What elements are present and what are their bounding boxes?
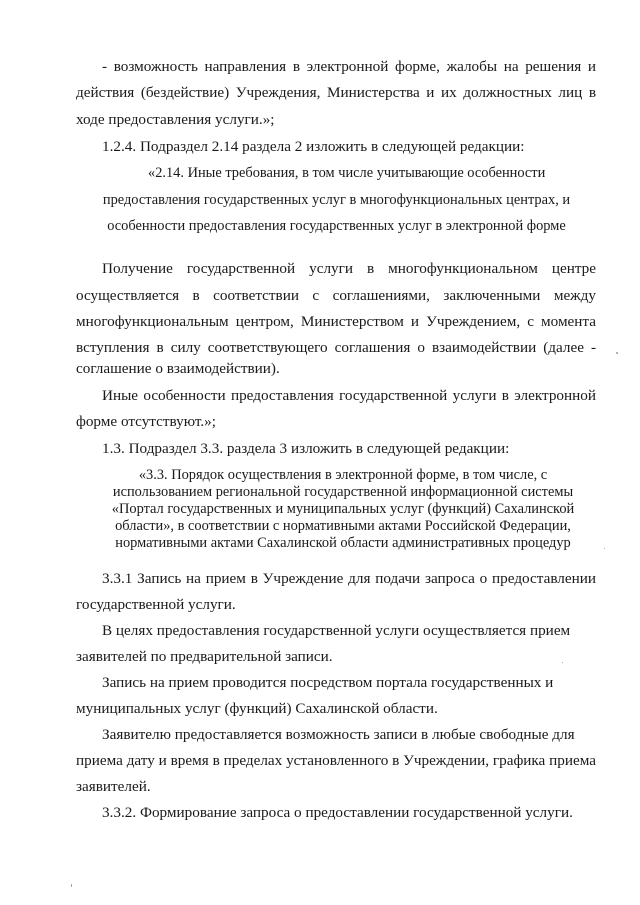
paragraph-line: - возможность направления в электронной форме, жалобы на решения и [102,58,596,75]
section-heading-line: «2.14. Иные требования, в том числе учитывающие особенности [148,165,546,181]
paragraph-line: 3.3.2. Формирование запроса о предоставлении государственной услуги. [102,804,573,821]
scan-speck [616,352,618,354]
section-heading-line: «3.3. Порядок осуществления в электронной форме, в том числе, с [138,467,548,483]
paragraph-line: В целях предоставления государственной услуги осуществляется прием [102,622,571,639]
paragraph-line: 1.3. Подраздел 3.3. раздела 3 изложить в следующей редакции: [102,440,510,457]
paragraph-line: осуществляется в соответствии с соглашениями, заключенными между [76,287,596,304]
paragraph-line: форме отсутствуют.»; [76,413,216,430]
scan-speck [71,884,72,887]
paragraph-line: заявителей. [76,778,151,795]
paragraph-line: Иные особенности предоставления государственной услуги в электронной [102,387,596,404]
section-heading-line: области», в соответствии с нормативными актами Российской Федерации, [115,518,571,534]
paragraph-line: ходе предоставления услуги.»; [76,111,275,128]
paragraph-line: соглашение о взаимодействии). [76,360,280,377]
paragraph-line: муниципальных услуг (функций) Сахалинской области. [76,700,438,717]
paragraph-line: Заявителю предоставляется возможность записи в любые свободные для [102,726,575,743]
paragraph-line: вступления в силу соответствующего соглашения о взаимодействии (далее - [76,339,596,356]
section-heading-line: нормативными актами Сахалинской области административных процедур [115,535,571,551]
section-heading-line: использованием региональной государственной информационной системы [112,484,574,500]
scan-speck [604,548,605,549]
section-heading-line: «Портал государственных и муниципальных услуг (функций) Сахалинской [111,501,575,517]
paragraph-line: Запись на прием проводится посредством портала государственных и [102,674,554,691]
paragraph-line: Получение государственной услуги в многофункциональном центре [102,260,596,277]
paragraph-line: 3.3.1 Запись на прием в Учреждение для подачи запроса о предоставлении [102,570,596,587]
paragraph-line: 1.2.4. Подраздел 2.14 раздела 2 изложить в следующей редакции: [102,138,525,155]
paragraph-line: многофункциональным центром, Министерством и Учреждением, с момента [76,313,596,330]
paragraph-line: приема дату и время в пределах установленного в Учреждении, графика приема [76,752,596,769]
scan-speck [562,662,563,663]
section-heading-line: особенности предоставления государственных услуг в электронной форме [107,218,566,234]
paragraph-line: государственной услуги. [76,596,236,613]
paragraph-line: заявителей по предварительной записи. [76,648,333,665]
section-heading-line: предоставления государственных услуг в многофункциональных центрах, и [102,192,571,208]
paragraph-line: действия (бездействие) Учреждения, Министерства и их должностных лиц в [76,84,596,101]
